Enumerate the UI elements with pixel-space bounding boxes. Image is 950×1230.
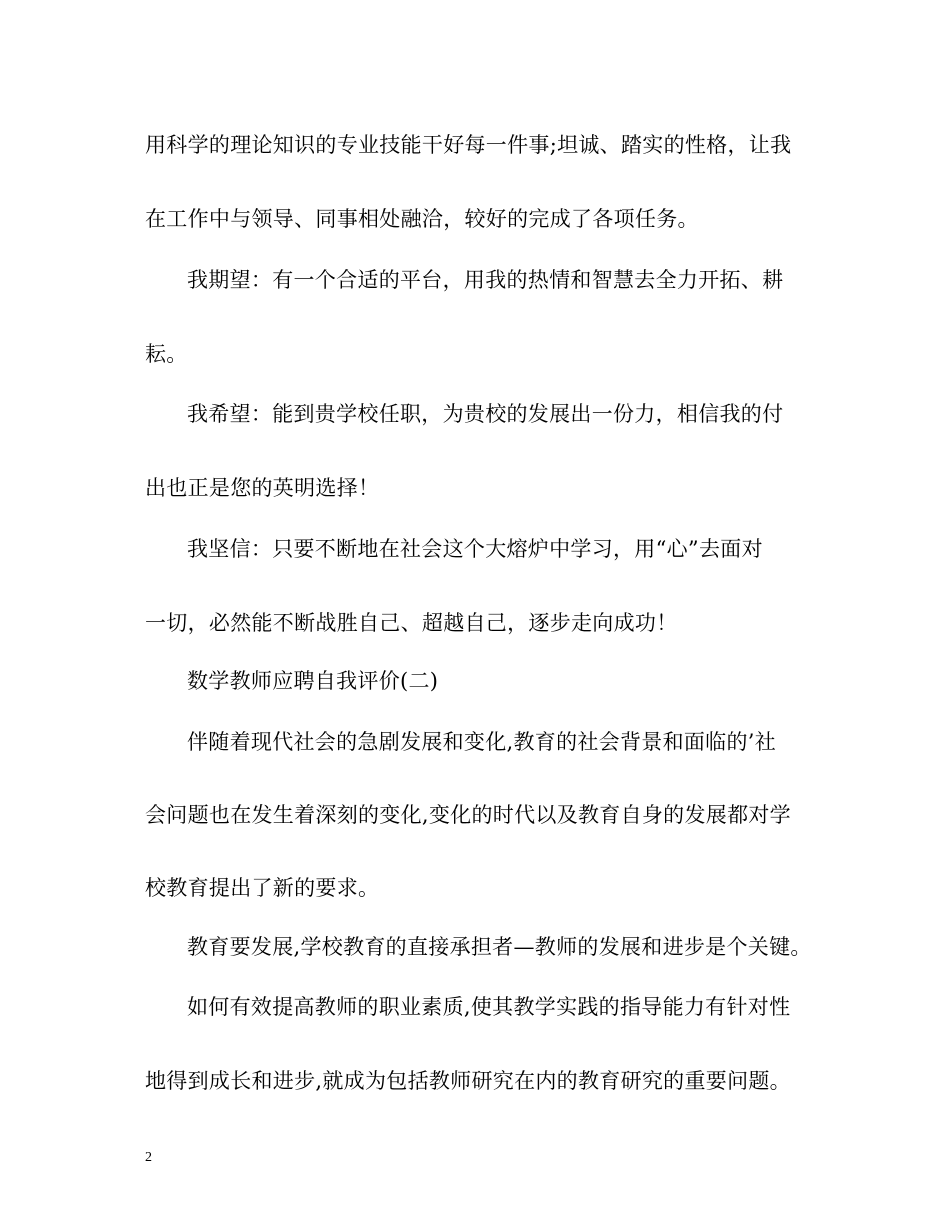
text-line: 如何有效提高教师的职业素质,使其教学实践的指导能力有针对性 <box>187 995 791 1019</box>
text-line: 伴随着现代社会的急剧发展和变化,教育的社会背景和面临的’社 <box>187 730 777 754</box>
text-line: 用科学的理论知识的专业技能干好每一件事;坦诚、踏实的性格，让我 <box>145 133 792 157</box>
text-line: 我坚信：只要不断地在社会这个大熔炉中学习，用“心”去面对 <box>187 537 763 561</box>
text-line: 耘。 <box>145 342 188 366</box>
text-line: 教育要发展,学校教育的直接承担者—教师的发展和进步是个关键。 <box>187 935 812 959</box>
text-line: 出也正是您的英明选择！ <box>145 476 380 500</box>
text-line: 在工作中与领导、同事相处融洽，较好的完成了各项任务。 <box>145 207 699 231</box>
text-line: 我期望：有一个合适的平台，用我的热情和智慧去全力开拓、耕 <box>187 268 784 292</box>
text-line: 校教育提出了新的要求。 <box>145 876 380 900</box>
text-line: 一切，必然能不断战胜自己、超越自己，逐步走向成功！ <box>145 611 678 635</box>
text-line: 我希望：能到贵学校任职，为贵校的发展出一份力，相信我的付 <box>187 402 784 426</box>
page-number: 2 <box>145 1150 152 1165</box>
text-line: 地得到成长和进步,就成为包括教师研究在内的教育研究的重要问题。 <box>145 1069 791 1093</box>
text-line: 会问题也在发生着深刻的变化,变化的时代以及教育自身的发展都对学 <box>145 803 791 827</box>
section-heading: 数学教师应聘自我评价(二) <box>187 669 439 693</box>
